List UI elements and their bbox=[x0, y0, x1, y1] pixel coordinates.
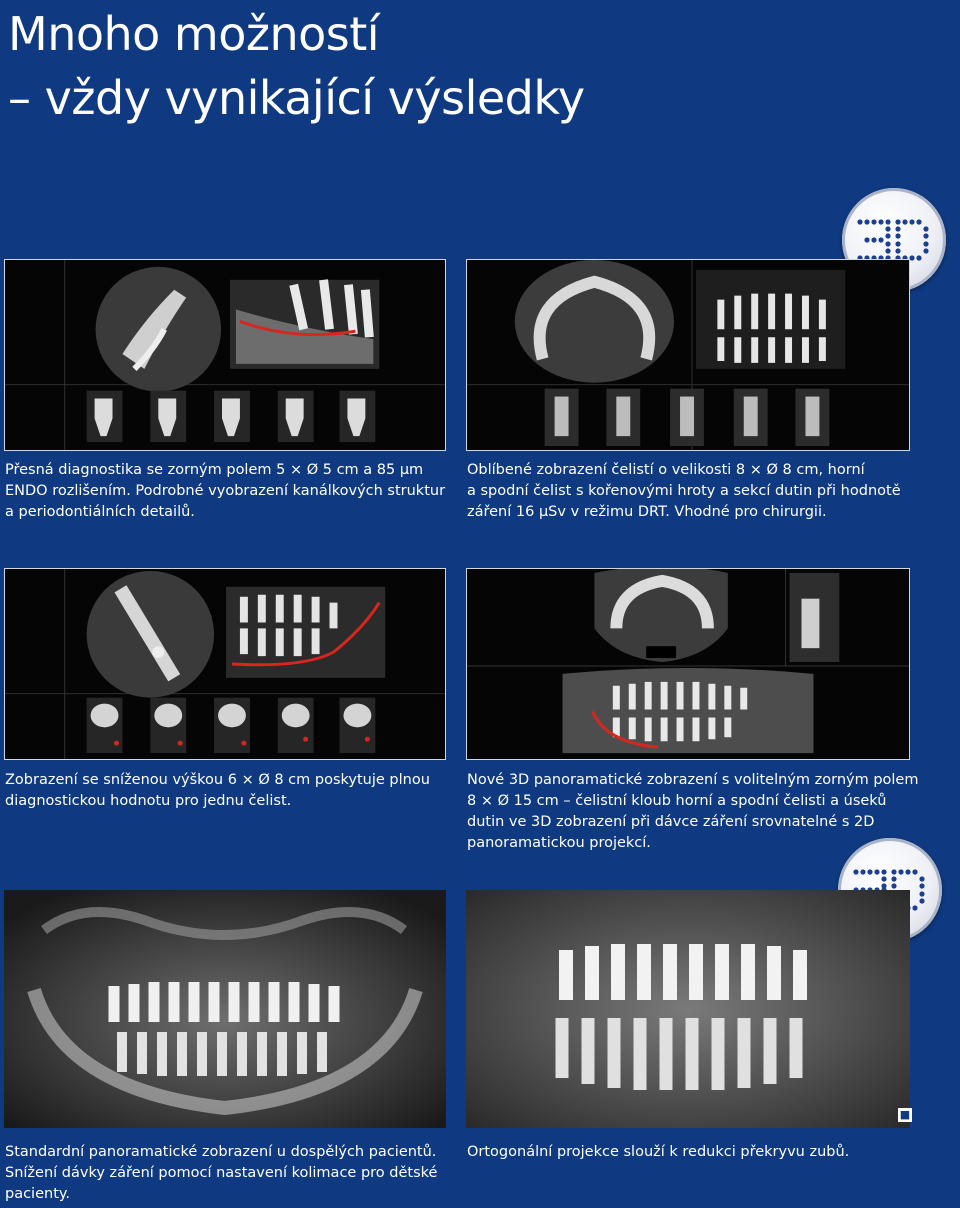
caption-jaw6-line: Zobrazení se sníženou výškou 6 × Ø 8 cm poskytuje plnou bbox=[5, 772, 430, 788]
caption-endo-line: a periodontiálních detailů. bbox=[5, 504, 195, 520]
caption-jaw8-line: Oblíbené zobrazení čelistí o velikosti 8 × Ø 8 cm, horní bbox=[467, 462, 865, 478]
endo-ct-image bbox=[4, 259, 446, 451]
caption-endo bbox=[5, 460, 445, 523]
caption-pano3d-line: dutin ve 3D zobrazení při dávce záření srovnatelné s 2D bbox=[467, 814, 875, 830]
caption-pano3d-line: 8 × Ø 15 cm – čelistní kloub horní a spodní čelisti a úseků bbox=[467, 793, 887, 809]
caption-pano3d bbox=[467, 770, 918, 854]
caption-standard-line: Standardní panoramatické zobrazení u dospělých pacientů. bbox=[5, 1144, 437, 1160]
standard-panoramic-xray bbox=[4, 890, 446, 1128]
pano-3d-ct-image bbox=[466, 568, 910, 760]
caption-pano3d-line: panoramatickou projekcí. bbox=[467, 835, 651, 851]
caption-ortho-line: Ortogonální projekce slouží k redukci překryvu zubů. bbox=[467, 1144, 850, 1160]
title-line-2: – vždy vynikající výsledky bbox=[8, 71, 585, 125]
caption-jaw8 bbox=[467, 460, 901, 523]
caption-endo-line: ENDO rozlišením. Podrobné vyobrazení kanálkových struktur bbox=[5, 483, 446, 499]
caption-jaw6 bbox=[5, 770, 430, 812]
badge-3d-dots-icon bbox=[856, 218, 932, 262]
caption-standard-line: pacienty. bbox=[5, 1186, 71, 1202]
page-title bbox=[8, 2, 585, 130]
caption-standard-line: Snížení dávky záření pomocí nastavení kolimace pro dětské bbox=[5, 1165, 438, 1181]
orthogonal-projection-xray bbox=[466, 890, 910, 1128]
caption-jaw6-line: diagnostickou hodnotu pro jednu čelist. bbox=[5, 793, 292, 809]
caption-ortho bbox=[467, 1142, 849, 1163]
title-line-1: Mnoho možností bbox=[8, 7, 380, 61]
caption-endo-line: Přesná diagnostika se zorným polem 5 × Ø 5 cm a 85 µm bbox=[5, 462, 424, 478]
caption-standard bbox=[5, 1142, 437, 1205]
jaw-6x8-ct-image bbox=[4, 568, 446, 760]
corner-logo-icon: ■ bbox=[899, 1108, 911, 1121]
caption-jaw8-line: a spodní čelist s kořenovými hroty a sekcí dutin při hodnotě bbox=[467, 483, 901, 499]
caption-jaw8-line: záření 16 µSv v režimu DRT. Vhodné pro chirurgii. bbox=[467, 504, 827, 520]
jaw-8x8-ct-image bbox=[466, 259, 910, 451]
caption-pano3d-line: Nové 3D panoramatické zobrazení s volitelným zorným polem bbox=[467, 772, 919, 788]
